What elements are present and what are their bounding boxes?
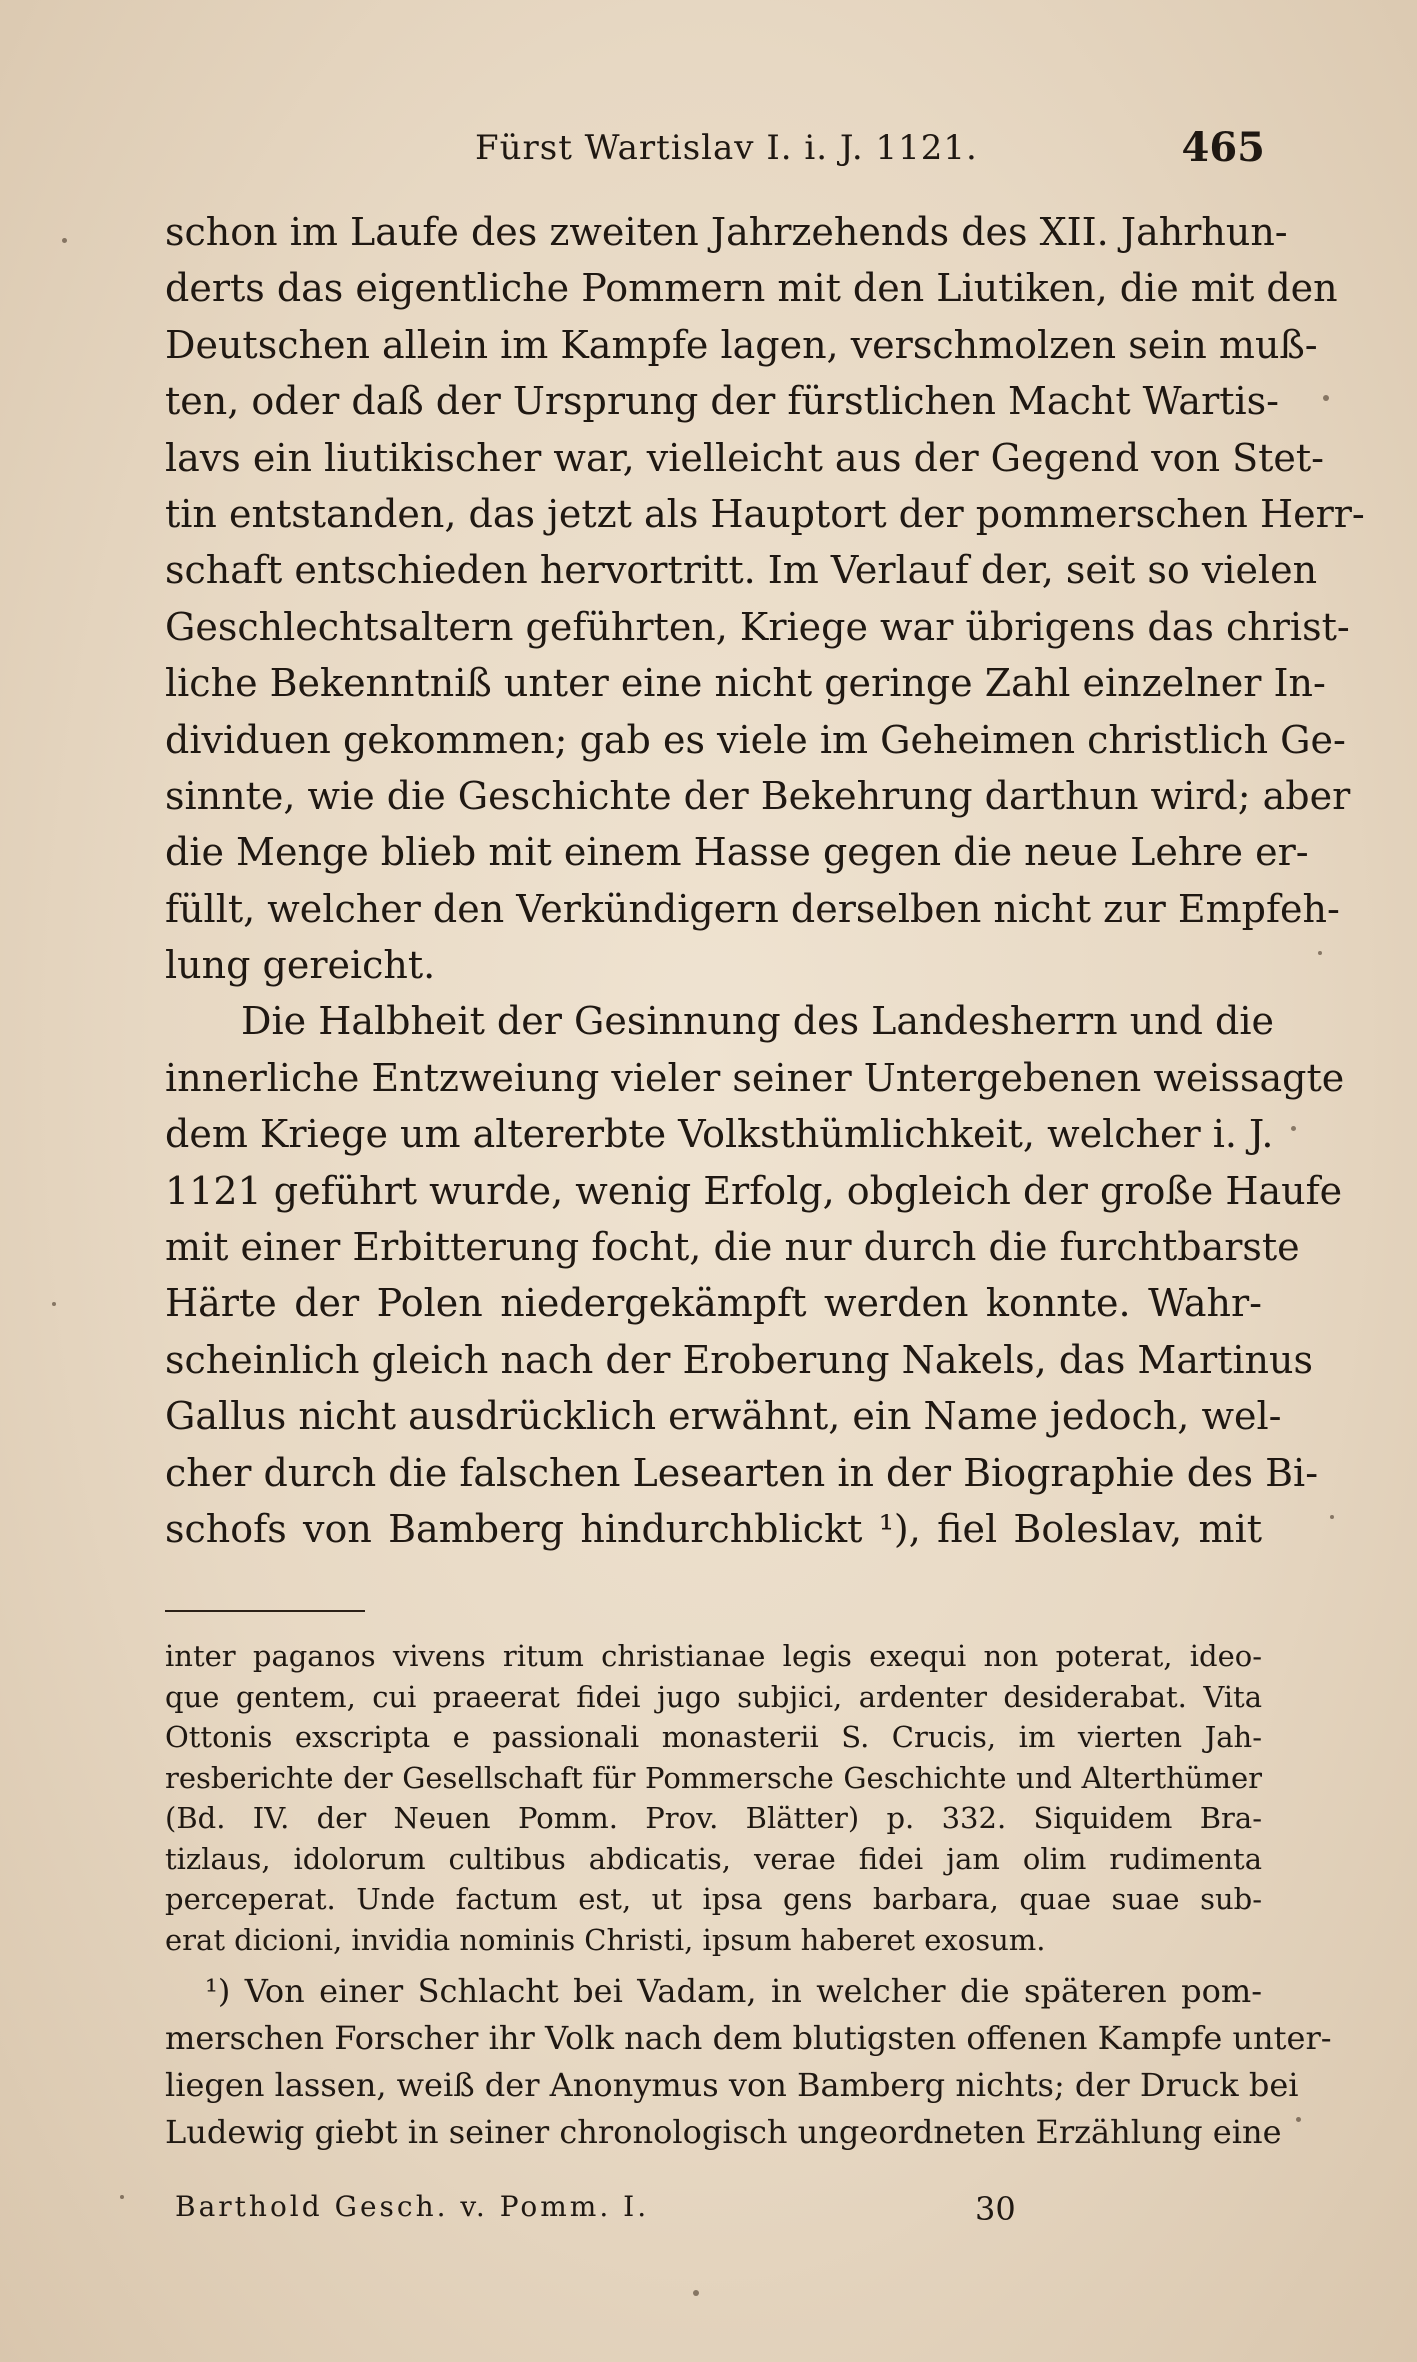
paper-speck [1291, 1126, 1296, 1131]
paper-speck [1323, 395, 1329, 401]
footnote-1 [165, 1968, 1332, 2156]
footnote-line: merschen Forscher ihr Volk nach dem blutigsten offenen Kampfe unter- [165, 2019, 1332, 2057]
text-line: schofs von Bamberg hindurchblickt ¹), fiel Boleslav, mit [165, 1506, 1262, 1551]
text-line: lung gereicht. [165, 943, 436, 988]
text-line: dem Kriege um altererbte Volksthümlichkeit, welcher i. J. [165, 1112, 1274, 1157]
text-line-paragraph-start: Die Halbheit der Gesinnung des Landesherrn und die [241, 999, 1275, 1044]
paper-speck [62, 238, 67, 243]
page-footer [165, 2190, 1262, 2240]
text-line: 1121 geführt wurde, wenig Erfolg, obgleich der große Haufe [165, 1168, 1343, 1213]
text-line: schon im Laufe des zweiten Jahrzehends des XII. Jahrhun- [165, 210, 1288, 254]
text-line: Deutschen allein im Kampfe lagen, verschmolzen sein muß- [165, 322, 1318, 367]
text-line: die Menge blieb mit einem Hasse gegen die neue Lehre er- [165, 830, 1309, 875]
printer-signature: Barthold Gesch. v. Pomm. I. [175, 2190, 650, 2223]
text-line: innerliche Entzweiung vieler seiner Untergebenen weissagte [165, 1055, 1345, 1100]
body-text [165, 204, 1365, 1557]
footnotes [165, 1636, 1332, 2156]
text-line: dividuen gekommen; gab es viele im Geheimen christlich Ge- [165, 717, 1346, 762]
text-line: scheinlich gleich nach der Eroberung Nakels, das Martinus [165, 1337, 1313, 1382]
page-number: 465 [1181, 124, 1265, 171]
text-line: cher durch die falschen Lesearten in der Biographie des Bi- [165, 1450, 1319, 1495]
footnote-divider [165, 1610, 365, 1612]
footnote-line: Ottonis exscripta e passionali monasterii S. Crucis, im vierten Jah- [165, 1720, 1262, 1754]
text-line: mit einer Erbitterung focht, die nur durch die furchtbarste [165, 1225, 1300, 1270]
text-line: ten, oder daß der Ursprung der fürstlichen Macht Wartis- [165, 379, 1280, 424]
text-line: lavs ein liutikischer war, vielleicht aus der Gegend von Stet- [165, 435, 1325, 480]
text-line: sinnte, wie die Geschichte der Bekehrung darthun wird; aber [165, 773, 1351, 818]
text-line: Gallus nicht ausdrücklich erwähnt, ein Name jedoch, wel- [165, 1394, 1282, 1439]
text-line: schaft entschieden hervortritt. Im Verlauf der, seit so vielen [165, 548, 1318, 593]
footnote-line: liegen lassen, weiß der Anonymus von Bamberg nichts; der Druck bei [165, 2066, 1299, 2104]
footnote-line: (Bd. IV. der Neuen Pomm. Prov. Blätter) p. 332. Siquidem Bra- [165, 1801, 1262, 1835]
footnote-line: resberichte der Gesellschaft für Pommersche Geschichte und Alterthümer [165, 1760, 1262, 1795]
text-line: Härte der Polen niedergekämpft werden konnte. Wahr- [165, 1281, 1262, 1326]
footnote-line: que gentem, cui praeerat fidei jugo subjici, ardenter desiderabat. Vita [165, 1679, 1262, 1714]
paper-speck [120, 2195, 124, 2199]
footnote-line: ¹) Von einer Schlacht bei Vadam, in welcher die späteren pom- [205, 1972, 1262, 2010]
paper-speck [1296, 2117, 1301, 2122]
sheet-number: 30 [975, 2190, 1016, 2228]
running-title: Fürst Wartislav I. i. J. 1121. [475, 128, 978, 168]
paper-speck [52, 1302, 56, 1306]
running-head [165, 120, 1265, 180]
text-line: füllt, welcher den Verkündigern derselben nicht zur Empfeh- [165, 886, 1340, 931]
text-line: Geschlechtsaltern geführten, Kriege war übrigens das christ- [165, 604, 1350, 649]
text-line: tin entstanden, das jetzt als Hauptort der pommerschen Herr- [165, 491, 1365, 536]
footnote-line: erat dicioni, invidia nominis Christi, ipsum haberet exosum. [165, 1922, 1046, 1957]
paper-speck [693, 2290, 699, 2296]
text-line: liche Bekenntniß unter eine nicht geringe Zahl einzelner In- [165, 661, 1326, 706]
footnote-line: perceperat. Unde factum est, ut ipsa gens barbara, quae suae sub- [165, 1882, 1262, 1916]
footnote-line: Ludewig giebt in seiner chronologisch ungeordneten Erzählung eine [165, 2113, 1282, 2151]
text-line: derts das eigentliche Pommern mit den Liutiken, die mit den [165, 266, 1338, 311]
paper-speck [1330, 1515, 1334, 1519]
paper-speck [1318, 951, 1322, 955]
footnote-line: tizlaus, idolorum cultibus abdicatis, verae fidei jam olim rudimenta [165, 1841, 1262, 1876]
footnote-line: inter paganos vivens ritum christianae legis exequi non poterat, ideo- [165, 1639, 1262, 1673]
